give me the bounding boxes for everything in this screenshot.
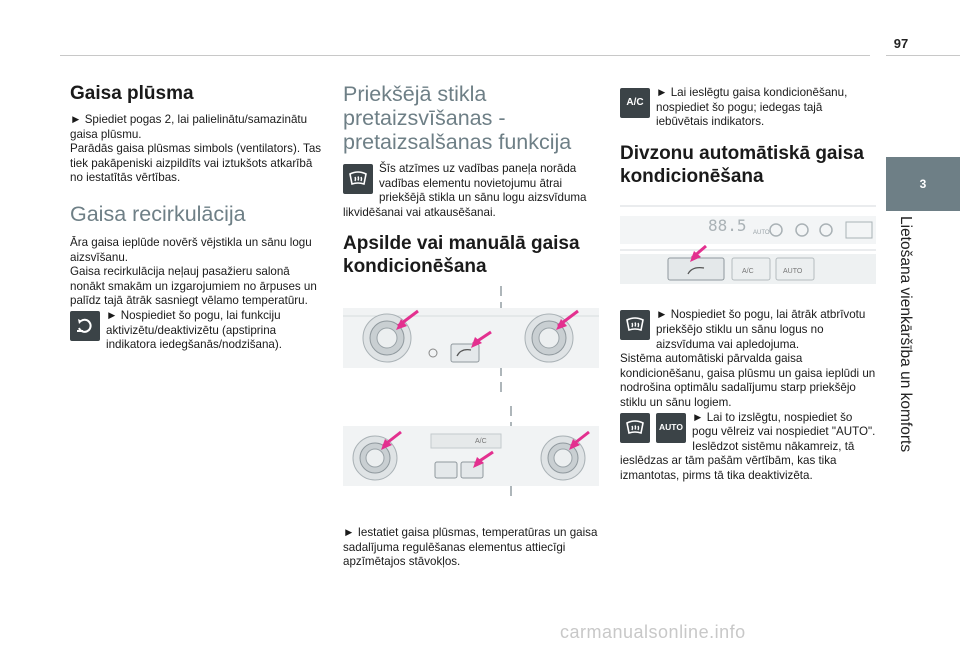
text-recirc-3: ► Nospiediet šo pogu, lai funkciju aktivizētu/deaktivizētu (apstiprina indikatora iedegšanās/nodzišana). — [106, 308, 282, 352]
fig-display-temp: 88.5 — [708, 215, 747, 235]
auto-icon: AUTO — [656, 413, 686, 443]
heading-manual-ac: Apsilde vai manuālā gaisa kondicionēšana — [343, 233, 580, 278]
heading-air-flow: Gaisa plūsma — [70, 83, 194, 104]
page-number: 97 — [893, 36, 909, 51]
chapter-tab: 3 — [886, 157, 960, 211]
ac-icon: A/C — [620, 88, 650, 118]
text-recirc-2: Gaisa recirkulācija neļauj pasažieru salonā nonākt smakām un izgarojumiem no ārpuses un palīdz tajā ātrāk sasniegt vēlamo temperatūru. — [70, 265, 317, 308]
recirc-instruction — [70, 309, 326, 353]
manual-panel-figure — [343, 286, 599, 516]
text-air-flow-2: Parādās gaisa plūsmas simbols (ventilators). Tas tiek pakāpeniski aizpildīts vai iztukšots atkarībā no iestatītās vērtības. — [70, 142, 322, 185]
column-3 — [620, 86, 876, 484]
text-ac: ► Lai ieslēgtu gaisa kondicionēšanu, nospiediet šo pogu; iedegas tajā iebūvētais indikators. — [656, 86, 848, 129]
fig-auto-button: AUTO — [783, 267, 803, 275]
text-recirc-1: Āra gaisa ieplūde novērš vējstikla un sānu logu aizsvīšanu. — [70, 235, 312, 264]
auto-off-instruction — [620, 411, 876, 440]
watermark: carmanualsonline.info — [560, 622, 746, 642]
heading-dual-zone: Divzonu automātiskā gaisa kondicionēšana — [620, 142, 864, 187]
heading-defrost: Priekšējā stikla pretaizsvīšanas - pretaizsalšanas funkcija — [343, 82, 572, 154]
fig-ac-label: A/C — [475, 438, 487, 446]
heading-recirculation: Gaisa recirkulācija — [70, 201, 246, 226]
chapter-title: Lietošana vienkāršība un komforts — [897, 216, 914, 453]
dual-zone-figure — [620, 200, 876, 297]
defrost-note — [343, 162, 599, 220]
text-defrost-auto-1: ► Nospiediet šo pogu, lai ātrāk atbrīvotu priekšējo stiklu un sānu logus no aizsvīduma vai apledojuma. — [656, 308, 866, 351]
windscreen-defrost-icon — [620, 413, 650, 443]
fig-ac-button: A/C — [742, 267, 754, 275]
text-manual-ac: ► Iestatiet gaisa plūsmas, temperatūras un gaisa sadalījuma regulēšanas elementus attiecīgi apzīmētajos stāvokļos. — [343, 525, 598, 569]
header-rule — [60, 55, 870, 56]
recirculation-icon — [70, 311, 100, 341]
text-auto-off: ► Lai to izslēgtu, nospiediet šo pogu vēlreiz vai nospiediet "AUTO". — [692, 410, 876, 439]
fig-auto-small: AUTO — [753, 229, 770, 236]
column-1 — [70, 82, 326, 353]
text-defrost: Šīs atzīmes uz vadības paneļa norāda vadības elementu novietojumu ātrai priekšējā stikla un sānu logu aizsvīduma likvidēšanai vai atkausēšanai. — [343, 162, 587, 219]
windscreen-defrost-icon — [343, 164, 373, 194]
ac-instruction — [620, 86, 876, 130]
text-auto-restart: Ieslēdzot sistēmu nākamreiz, tā ieslēdzas ar tām pašām vērtībām, kas tika izmantotas, pirms tā tika deaktivizēta. — [620, 439, 855, 482]
text-defrost-auto-2: Sistēma automātiski pārvalda gaisa kondicionēšanu, gaisa plūsmu un gaisa ieplūdi un nodrošina optimālu sadalījumu starp priekšējo stiklu un sānu logiem. — [620, 352, 876, 409]
manual-panel-illustration — [343, 286, 599, 511]
text-air-flow-1: ► Spiediet pogas 2, lai palielinātu/samazinātu gaisa plūsmu. — [70, 113, 308, 141]
defrost-auto-instruction — [620, 308, 876, 352]
side-rule — [886, 55, 960, 56]
column-2 — [343, 82, 599, 570]
windscreen-defrost-icon — [620, 310, 650, 340]
